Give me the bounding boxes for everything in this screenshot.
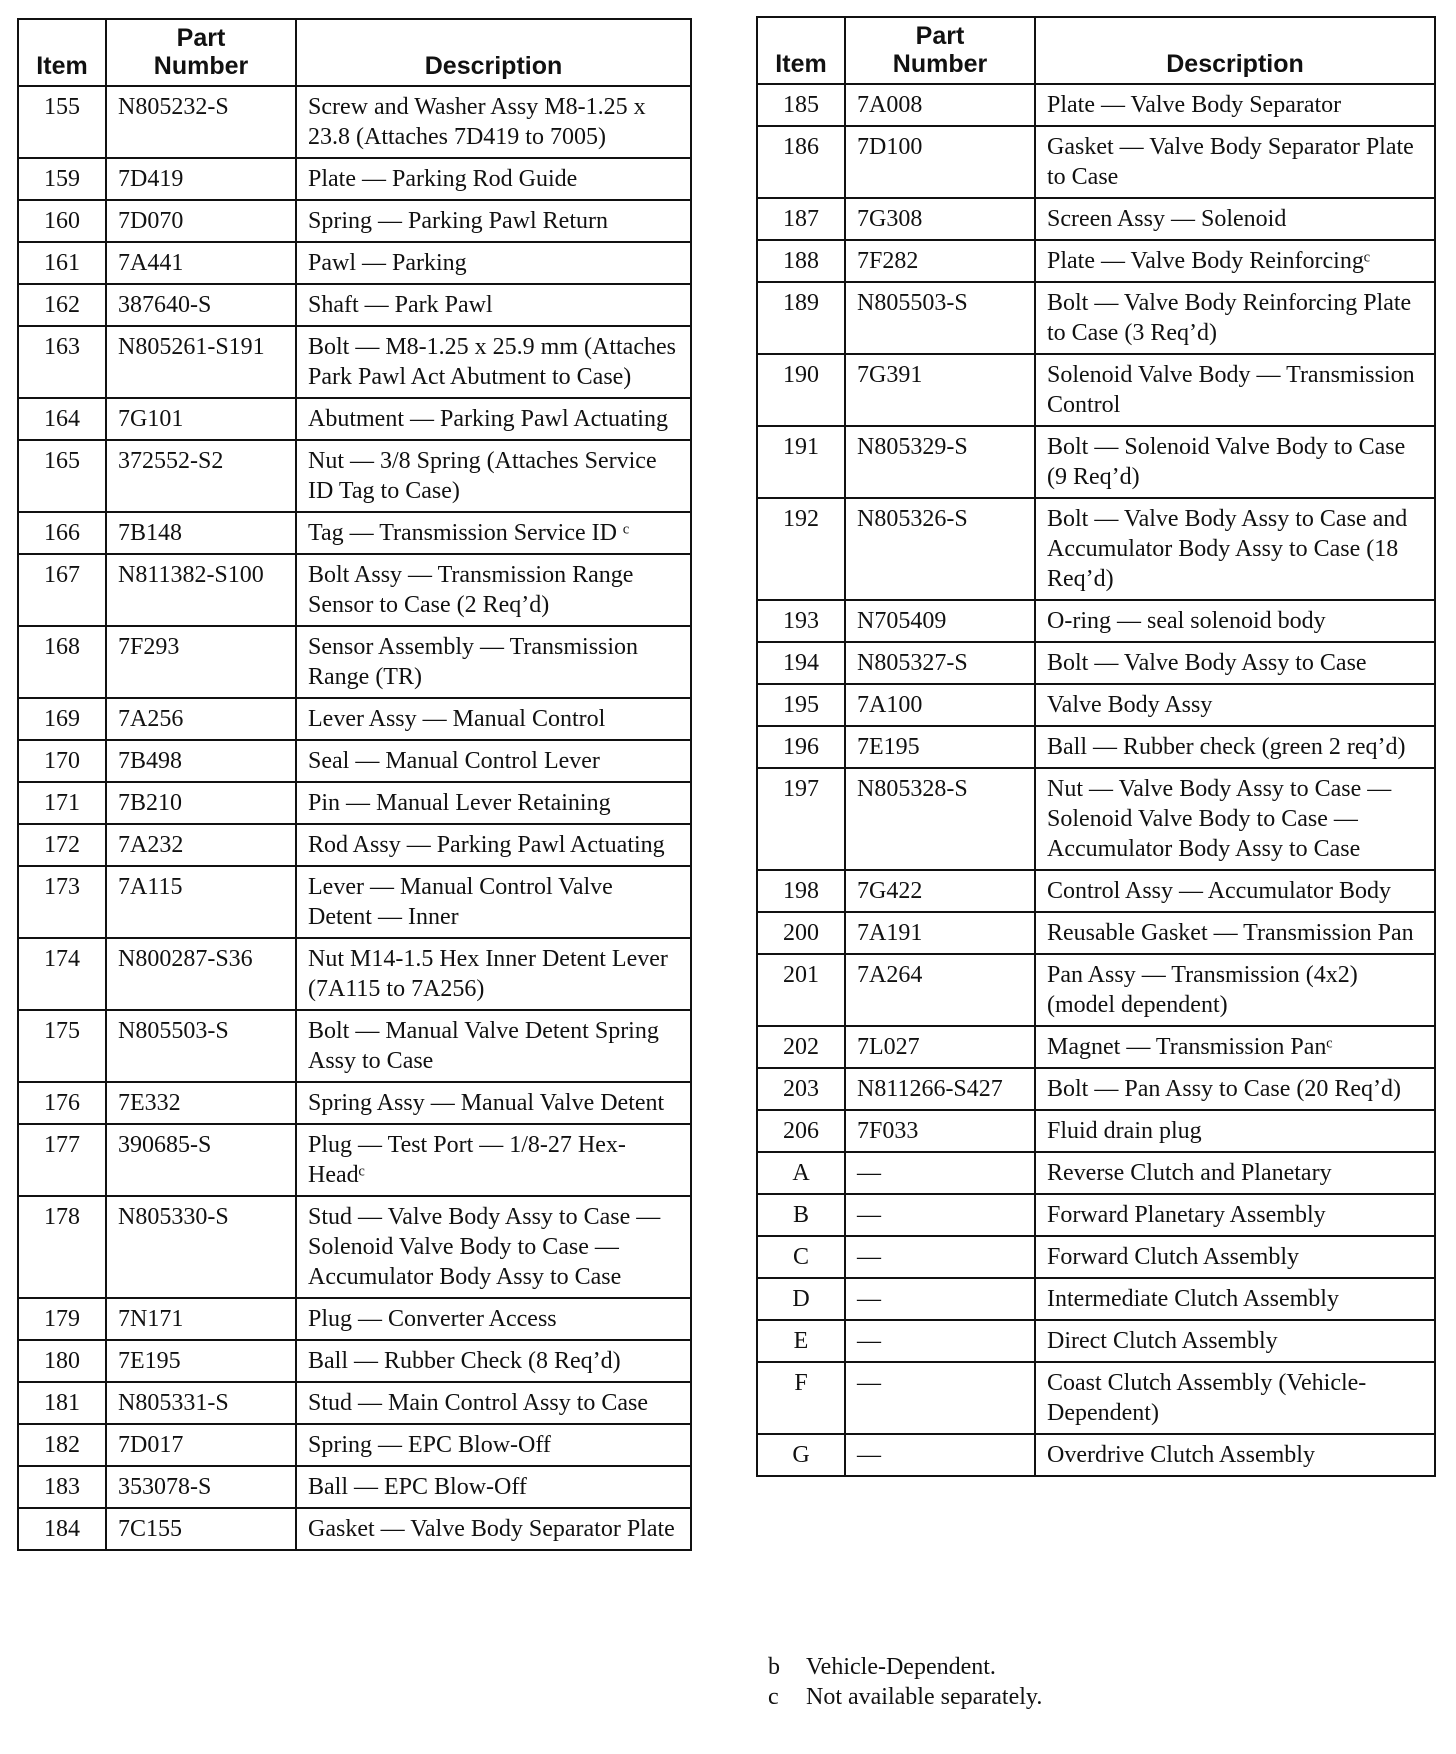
cell-description: Gasket — Valve Body Separator Plate to Case <box>1035 126 1435 198</box>
table-row <box>18 1382 691 1424</box>
cell-description: Bolt — Manual Valve Detent Spring Assy to Case <box>296 1010 691 1082</box>
cell-description: Forward Planetary Assembly <box>1035 1194 1435 1236</box>
table-row <box>757 768 1435 870</box>
cell-part-number: 7A115 <box>106 866 296 938</box>
cell-description: Fluid drain plug <box>1035 1110 1435 1152</box>
table-row <box>18 698 691 740</box>
cell-part-number: 7A232 <box>106 824 296 866</box>
cell-part-number: — <box>845 1362 1035 1434</box>
cell-part-number: 7A256 <box>106 698 296 740</box>
cell-description: Overdrive Clutch Assembly <box>1035 1434 1435 1476</box>
cell-item: 203 <box>757 1068 845 1110</box>
table-row <box>18 866 691 938</box>
cell-item: G <box>757 1434 845 1476</box>
cell-description: Reusable Gasket — Transmission Pan <box>1035 912 1435 954</box>
cell-description: Sensor Assembly — Transmission Range (TR) <box>296 626 691 698</box>
table-row <box>757 1236 1435 1278</box>
cell-item: D <box>757 1278 845 1320</box>
cell-part-number: N805328-S <box>845 768 1035 870</box>
cell-part-number: N805330-S <box>106 1196 296 1298</box>
cell-item: 168 <box>18 626 106 698</box>
cell-part-number: — <box>845 1236 1035 1278</box>
cell-description: Coast Clutch Assembly (Vehicle-Dependent) <box>1035 1362 1435 1434</box>
cell-part-number: 7L027 <box>845 1026 1035 1068</box>
cell-part-number: 7D017 <box>106 1424 296 1466</box>
cell-item: F <box>757 1362 845 1434</box>
table-row <box>757 1362 1435 1434</box>
cell-part-number: 7B148 <box>106 512 296 554</box>
cell-part-number: 7F282 <box>845 240 1035 282</box>
parts-table-left <box>17 18 692 1551</box>
cell-description: Bolt — Valve Body Assy to Case <box>1035 642 1435 684</box>
header-item: Item <box>757 17 845 84</box>
cell-part-number: 7B498 <box>106 740 296 782</box>
header-description: Description <box>296 19 691 86</box>
header-item: Item <box>18 19 106 86</box>
cell-description: Bolt — M8-1.25 x 25.9 mm (Attaches Park Pawl Act Abutment to Case) <box>296 326 691 398</box>
table-row <box>18 86 691 158</box>
cell-item: 181 <box>18 1382 106 1424</box>
table-row <box>757 870 1435 912</box>
cell-part-number: N805261-S191 <box>106 326 296 398</box>
cell-item: 165 <box>18 440 106 512</box>
cell-part-number: — <box>845 1278 1035 1320</box>
cell-description: Intermediate Clutch Assembly <box>1035 1278 1435 1320</box>
cell-description: Bolt — Solenoid Valve Body to Case (9 Req’d) <box>1035 426 1435 498</box>
cell-item: 188 <box>757 240 845 282</box>
cell-part-number: 7G101 <box>106 398 296 440</box>
cell-description: Plate — Parking Rod Guide <box>296 158 691 200</box>
table-row <box>757 600 1435 642</box>
cell-item: 187 <box>757 198 845 240</box>
table-row <box>757 1278 1435 1320</box>
table-row <box>757 1320 1435 1362</box>
cell-part-number: 7G391 <box>845 354 1035 426</box>
cell-part-number: N805327-S <box>845 642 1035 684</box>
cell-part-number: 387640-S <box>106 284 296 326</box>
table-row <box>757 498 1435 600</box>
table-row <box>18 782 691 824</box>
table-row <box>757 1110 1435 1152</box>
cell-part-number: 7A100 <box>845 684 1035 726</box>
cell-description: Nut — 3/8 Spring (Attaches Service ID Tag to Case) <box>296 440 691 512</box>
cell-part-number: 7D419 <box>106 158 296 200</box>
cell-item: 191 <box>757 426 845 498</box>
table-row <box>757 912 1435 954</box>
cell-item: 198 <box>757 870 845 912</box>
cell-description: Screen Assy — Solenoid <box>1035 198 1435 240</box>
cell-description: Plug — Converter Access <box>296 1298 691 1340</box>
table-row <box>757 354 1435 426</box>
cell-part-number: N805232-S <box>106 86 296 158</box>
cell-description: Reverse Clutch and Planetary <box>1035 1152 1435 1194</box>
cell-item: 190 <box>757 354 845 426</box>
cell-part-number: 353078-S <box>106 1466 296 1508</box>
cell-description: Lever Assy — Manual Control <box>296 698 691 740</box>
cell-part-number: 7A441 <box>106 242 296 284</box>
cell-part-number: N805503-S <box>845 282 1035 354</box>
cell-part-number: — <box>845 1194 1035 1236</box>
cell-item: 163 <box>18 326 106 398</box>
cell-description: Nut M14-1.5 Hex Inner Detent Lever (7A115 to 7A256) <box>296 938 691 1010</box>
cell-part-number: 7N171 <box>106 1298 296 1340</box>
cell-item: A <box>757 1152 845 1194</box>
cell-description: Ball — EPC Blow-Off <box>296 1466 691 1508</box>
cell-part-number: 7D070 <box>106 200 296 242</box>
table-row <box>757 126 1435 198</box>
table-row <box>757 726 1435 768</box>
cell-item: 178 <box>18 1196 106 1298</box>
cell-item: 201 <box>757 954 845 1026</box>
cell-item: 185 <box>757 84 845 126</box>
table-row <box>18 1340 691 1382</box>
cell-description: Magnet — Transmission Panᶜ <box>1035 1026 1435 1068</box>
table-header-row <box>18 19 691 86</box>
table-row <box>757 642 1435 684</box>
cell-part-number: N805503-S <box>106 1010 296 1082</box>
footnote-text: Vehicle-Dependent. <box>806 1654 996 1680</box>
cell-description: Ball — Rubber Check (8 Req’d) <box>296 1340 691 1382</box>
cell-item: 202 <box>757 1026 845 1068</box>
table-row <box>18 1082 691 1124</box>
table-row <box>757 84 1435 126</box>
table-row <box>18 1298 691 1340</box>
cell-description: O-ring — seal solenoid body <box>1035 600 1435 642</box>
cell-description: Solenoid Valve Body — Transmission Control <box>1035 354 1435 426</box>
table-row <box>18 1466 691 1508</box>
cell-description: Abutment — Parking Pawl Actuating <box>296 398 691 440</box>
cell-item: 180 <box>18 1340 106 1382</box>
cell-description: Shaft — Park Pawl <box>296 284 691 326</box>
cell-item: 175 <box>18 1010 106 1082</box>
left-table-body <box>18 86 691 1550</box>
cell-item: 166 <box>18 512 106 554</box>
table-row <box>757 1434 1435 1476</box>
footnotes <box>768 1652 1042 1712</box>
cell-item: 189 <box>757 282 845 354</box>
table-row <box>757 240 1435 282</box>
cell-item: 170 <box>18 740 106 782</box>
cell-item: 173 <box>18 866 106 938</box>
cell-item: 164 <box>18 398 106 440</box>
cell-part-number: N811266-S427 <box>845 1068 1035 1110</box>
table-row <box>18 200 691 242</box>
cell-item: C <box>757 1236 845 1278</box>
cell-description: Control Assy — Accumulator Body <box>1035 870 1435 912</box>
cell-description: Bolt Assy — Transmission Range Sensor to Case (2 Req’d) <box>296 554 691 626</box>
cell-part-number: 7B210 <box>106 782 296 824</box>
cell-item: 167 <box>18 554 106 626</box>
cell-item: 183 <box>18 1466 106 1508</box>
table-row <box>18 1010 691 1082</box>
table-row <box>18 626 691 698</box>
footnote-key: c <box>768 1684 779 1710</box>
cell-item: 179 <box>18 1298 106 1340</box>
cell-description: Bolt — Valve Body Assy to Case and Accumulator Body Assy to Case (18 Req’d) <box>1035 498 1435 600</box>
cell-description: Plate — Valve Body Separator <box>1035 84 1435 126</box>
cell-part-number: N805326-S <box>845 498 1035 600</box>
table-row <box>757 198 1435 240</box>
footnote-b <box>768 1652 1042 1682</box>
header-description: Description <box>1035 17 1435 84</box>
footnote-c <box>768 1682 1042 1712</box>
cell-description: Direct Clutch Assembly <box>1035 1320 1435 1362</box>
cell-item: 177 <box>18 1124 106 1196</box>
header-part-number: Part Number <box>845 17 1035 84</box>
table-row <box>757 1194 1435 1236</box>
cell-item: 182 <box>18 1424 106 1466</box>
table-row <box>18 938 691 1010</box>
cell-description: Nut — Valve Body Assy to Case — Solenoid Valve Body to Case — Accumulator Body Assy to Case <box>1035 768 1435 870</box>
cell-description: Tag — Transmission Service ID ᶜ <box>296 512 691 554</box>
cell-item: 159 <box>18 158 106 200</box>
table-row <box>18 284 691 326</box>
cell-item: 174 <box>18 938 106 1010</box>
cell-item: 160 <box>18 200 106 242</box>
cell-description: Screw and Washer Assy M8-1.25 x 23.8 (Attaches 7D419 to 7005) <box>296 86 691 158</box>
cell-part-number: 7C155 <box>106 1508 296 1550</box>
table-row <box>18 326 691 398</box>
cell-item: 206 <box>757 1110 845 1152</box>
cell-description: Rod Assy — Parking Pawl Actuating <box>296 824 691 866</box>
table-row <box>757 1026 1435 1068</box>
cell-item: B <box>757 1194 845 1236</box>
cell-description: Spring Assy — Manual Valve Detent <box>296 1082 691 1124</box>
cell-item: 176 <box>18 1082 106 1124</box>
table-row <box>757 954 1435 1026</box>
table-header-row <box>757 17 1435 84</box>
cell-description: Stud — Main Control Assy to Case <box>296 1382 691 1424</box>
cell-part-number: — <box>845 1320 1035 1362</box>
cell-item: 184 <box>18 1508 106 1550</box>
table-row <box>18 398 691 440</box>
table-row <box>18 824 691 866</box>
cell-part-number: N800287-S36 <box>106 938 296 1010</box>
cell-item: 171 <box>18 782 106 824</box>
cell-item: 197 <box>757 768 845 870</box>
table-row <box>18 440 691 512</box>
cell-description: Stud — Valve Body Assy to Case — Solenoid Valve Body to Case — Accumulator Body Assy to Case <box>296 1196 691 1298</box>
cell-part-number: 7D100 <box>845 126 1035 198</box>
table-row <box>757 1068 1435 1110</box>
cell-item: 200 <box>757 912 845 954</box>
cell-description: Bolt — Pan Assy to Case (20 Req’d) <box>1035 1068 1435 1110</box>
cell-part-number: 390685-S <box>106 1124 296 1196</box>
cell-description: Bolt — Valve Body Reinforcing Plate to Case (3 Req’d) <box>1035 282 1435 354</box>
cell-description: Pin — Manual Lever Retaining <box>296 782 691 824</box>
cell-item: 161 <box>18 242 106 284</box>
cell-item: 155 <box>18 86 106 158</box>
cell-description: Plate — Valve Body Reinforcingᶜ <box>1035 240 1435 282</box>
cell-item: 172 <box>18 824 106 866</box>
cell-part-number: — <box>845 1152 1035 1194</box>
cell-description: Spring — Parking Pawl Return <box>296 200 691 242</box>
footnote-key: b <box>768 1654 780 1680</box>
table-row <box>18 1424 691 1466</box>
cell-item: 193 <box>757 600 845 642</box>
cell-part-number: 7A264 <box>845 954 1035 1026</box>
cell-description: Ball — Rubber check (green 2 req’d) <box>1035 726 1435 768</box>
footnote-text: Not available separately. <box>806 1684 1043 1710</box>
cell-part-number: N811382-S100 <box>106 554 296 626</box>
cell-item: 196 <box>757 726 845 768</box>
cell-description: Pan Assy — Transmission (4x2) (model dependent) <box>1035 954 1435 1026</box>
cell-part-number: N805331-S <box>106 1382 296 1424</box>
cell-part-number: 7F293 <box>106 626 296 698</box>
cell-item: 195 <box>757 684 845 726</box>
cell-item: 169 <box>18 698 106 740</box>
table-row <box>757 426 1435 498</box>
parts-table-right <box>756 16 1436 1477</box>
right-table-body <box>757 84 1435 1476</box>
table-row <box>18 554 691 626</box>
table-row <box>757 282 1435 354</box>
cell-part-number: 7A008 <box>845 84 1035 126</box>
table-row <box>18 1124 691 1196</box>
table-row <box>18 242 691 284</box>
cell-part-number: 7G422 <box>845 870 1035 912</box>
cell-description: Valve Body Assy <box>1035 684 1435 726</box>
cell-description: Spring — EPC Blow-Off <box>296 1424 691 1466</box>
table-row <box>18 740 691 782</box>
table-row <box>757 1152 1435 1194</box>
table-row <box>757 684 1435 726</box>
cell-description: Gasket — Valve Body Separator Plate <box>296 1508 691 1550</box>
cell-part-number: 7E195 <box>845 726 1035 768</box>
table-row <box>18 1196 691 1298</box>
cell-part-number: 7E332 <box>106 1082 296 1124</box>
cell-part-number: 7A191 <box>845 912 1035 954</box>
cell-item: 192 <box>757 498 845 600</box>
cell-description: Plug — Test Port — 1/8-27 Hex-Headᶜ <box>296 1124 691 1196</box>
cell-part-number: 7F033 <box>845 1110 1035 1152</box>
cell-part-number: 7E195 <box>106 1340 296 1382</box>
cell-description: Forward Clutch Assembly <box>1035 1236 1435 1278</box>
cell-description: Lever — Manual Control Valve Detent — Inner <box>296 866 691 938</box>
cell-item: 194 <box>757 642 845 684</box>
cell-part-number: N805329-S <box>845 426 1035 498</box>
table-row <box>18 158 691 200</box>
cell-part-number: — <box>845 1434 1035 1476</box>
cell-part-number: 372552-S2 <box>106 440 296 512</box>
cell-item: 186 <box>757 126 845 198</box>
cell-item: 162 <box>18 284 106 326</box>
cell-description: Pawl — Parking <box>296 242 691 284</box>
cell-item: E <box>757 1320 845 1362</box>
cell-part-number: N705409 <box>845 600 1035 642</box>
table-row <box>18 512 691 554</box>
cell-part-number: 7G308 <box>845 198 1035 240</box>
table-row <box>18 1508 691 1550</box>
header-part-number: Part Number <box>106 19 296 86</box>
cell-description: Seal — Manual Control Lever <box>296 740 691 782</box>
